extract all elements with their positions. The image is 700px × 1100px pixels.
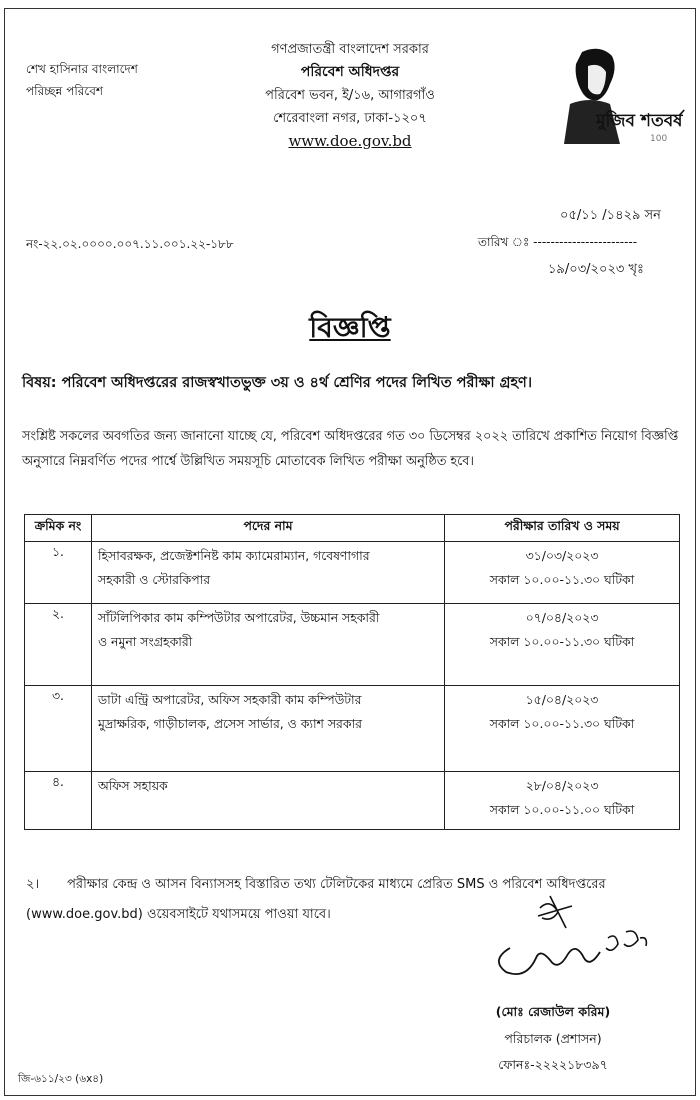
address-line-2: শেরেবাংলা নগর, ঢাকা-১২০৭ bbox=[273, 111, 427, 126]
header-exam-date-time: পরীক্ষার তারিখ ও সময় bbox=[445, 515, 680, 542]
letterhead bbox=[200, 38, 500, 153]
government-name: গণপ্রজাতন্ত্রী বাংলাদেশ সরকার bbox=[271, 42, 429, 57]
post-name-line-1: হিসাবরক্ষক, প্রজেক্টশনিষ্ট কাম ক্যামেরাম্যান, গবেষণাগার bbox=[98, 548, 370, 563]
table-row bbox=[25, 686, 680, 772]
note-number: ২। bbox=[26, 877, 40, 892]
exam-date: ২৮/০৪/২০২৩ bbox=[525, 778, 599, 793]
address-line-1: পরিবেশ ভবন, ই/১৬, আগারগাঁও bbox=[265, 88, 435, 103]
table-row bbox=[25, 772, 680, 830]
table-row bbox=[25, 604, 680, 686]
logo-number: 100 bbox=[650, 134, 668, 144]
row-post-name bbox=[92, 772, 445, 830]
slogan-line-1: শেখ হাসিনার বাংলাদেশ bbox=[26, 62, 138, 76]
row-post-name bbox=[92, 542, 445, 604]
website-link[interactable]: www.doe.gov.bd bbox=[288, 132, 412, 150]
note-text: পরীক্ষার কেন্দ্র ও আসন বিন্যাসসহ বিস্তারিত তথ্য টেলিটকের মাধ্যমে প্রেরিত SMS ও পরিবেশ অধিদপ্তরের (www.doe.gov.bd) ওয়েবসাইটে যথাসময়ে পাওয়া যাবে। bbox=[26, 877, 606, 922]
row-post-name bbox=[92, 604, 445, 686]
row-exam-schedule bbox=[445, 686, 680, 772]
post-name-line-1: অফিস সহায়ক bbox=[98, 778, 168, 793]
exam-schedule-table bbox=[24, 514, 680, 830]
notice-subject: বিষয়: পরিবেশ অধিদপ্তরের রাজস্বখাতভুক্ত ৩য় ও ৪র্থ শ্রেণির পদের লিখিত পরীক্ষা গ্রহণ। bbox=[22, 375, 533, 391]
date-bangla: ০৫/১১ /১৪২৯ সন bbox=[560, 208, 661, 223]
slogan-line-2: পরিচ্ছন্ন পরিবেশ bbox=[26, 84, 103, 98]
post-name-line-2: মুদ্রাক্ষরিক, গাড়ীচালক, প্রসেস সার্ভার, ও ক্যাশ সরকার bbox=[98, 716, 362, 731]
exam-date: ৩১/০৩/২০২৩ bbox=[525, 548, 599, 563]
date-english: ১৯/০৩/২০২৩ খৃঃ bbox=[548, 262, 644, 277]
mujib-centenary-logo bbox=[560, 44, 683, 146]
table-row bbox=[25, 542, 680, 604]
row-serial: ৪. bbox=[25, 772, 92, 830]
exam-date: ১৫/০৪/২০২৩ bbox=[525, 692, 599, 707]
exam-time: সকাল ১০.০০-১১.৩০ ঘটিকা bbox=[489, 572, 635, 587]
row-serial: ২. bbox=[25, 604, 92, 686]
post-name-line-2: ও নমুনা সংগ্রহকারী bbox=[98, 634, 193, 649]
row-exam-schedule bbox=[445, 542, 680, 604]
row-serial: ৩. bbox=[25, 686, 92, 772]
handwritten-signature bbox=[480, 888, 660, 988]
date-label: তারিখ ঃ ------------------------ bbox=[478, 235, 638, 249]
exam-date: ০৭/০৪/২০২৩ bbox=[525, 610, 599, 625]
header-post-name: পদের নাম bbox=[92, 515, 445, 542]
logo-text: মুজিব শতবর্ষ bbox=[596, 111, 683, 131]
notice-title: বিজ্ঞপ্তি bbox=[309, 311, 391, 344]
print-code: জি-৬১১/২৩ (৬x৪) bbox=[18, 1073, 104, 1085]
row-exam-schedule bbox=[445, 772, 680, 830]
signatory-phone: ফোনঃ-২২২২১৮৩৯৭ bbox=[498, 1057, 608, 1072]
memo-number: নং-২২.০২.০০০০.০০৭.১১.০০১.২২-১৮৮ bbox=[26, 237, 234, 251]
signatory-name: (মোঃ রেজাউল করিম) bbox=[495, 1004, 611, 1019]
table-header-row bbox=[25, 515, 680, 542]
header-serial: ক্রমিক নং bbox=[25, 515, 92, 542]
row-post-name bbox=[92, 686, 445, 772]
exam-time: সকাল ১০.০০-১১.০০ ঘটিকা bbox=[489, 802, 635, 817]
notice-paragraph: সংশ্লিষ্ট সকলের অবগতির জন্য জানানো যাচ্ছে যে, পরিবেশ অধিদপ্তরের গত ৩০ ডিসেম্বর ২০২২ তারিখে প্রকাশিত নিয়োগ বিজ্ঞপ্তি অনুসারে নিম্নবর্ণিত পদের পার্শ্বে উল্লিখিত সময়সূচি মোতাবেক লিখিত পরীক্ষা অনুষ্ঠিত হবে। bbox=[22, 429, 679, 469]
post-name-line-1: ডাটা এন্ট্রি অপারেটর, অফিস সহকারী কাম কম্পিউটার bbox=[98, 692, 362, 707]
signatory-designation: পরিচালক (প্রশাসন) bbox=[504, 1031, 602, 1046]
post-name-line-1: সাঁটলিপিকার কাম কম্পিউটার অপারেটর, উচ্চমান সহকারী bbox=[98, 610, 380, 625]
row-serial: ১. bbox=[25, 542, 92, 604]
department-name: পরিবেশ অধিদপ্তর bbox=[300, 64, 400, 80]
row-exam-schedule bbox=[445, 604, 680, 686]
slogan bbox=[26, 58, 138, 102]
exam-time: সকাল ১০.০০-১১.৩০ ঘটিকা bbox=[489, 634, 635, 649]
post-name-line-2: সহকারী ও স্টোরকিপার bbox=[98, 572, 211, 587]
exam-time: সকাল ১০.০০-১১.৩০ ঘটিকা bbox=[489, 716, 635, 731]
